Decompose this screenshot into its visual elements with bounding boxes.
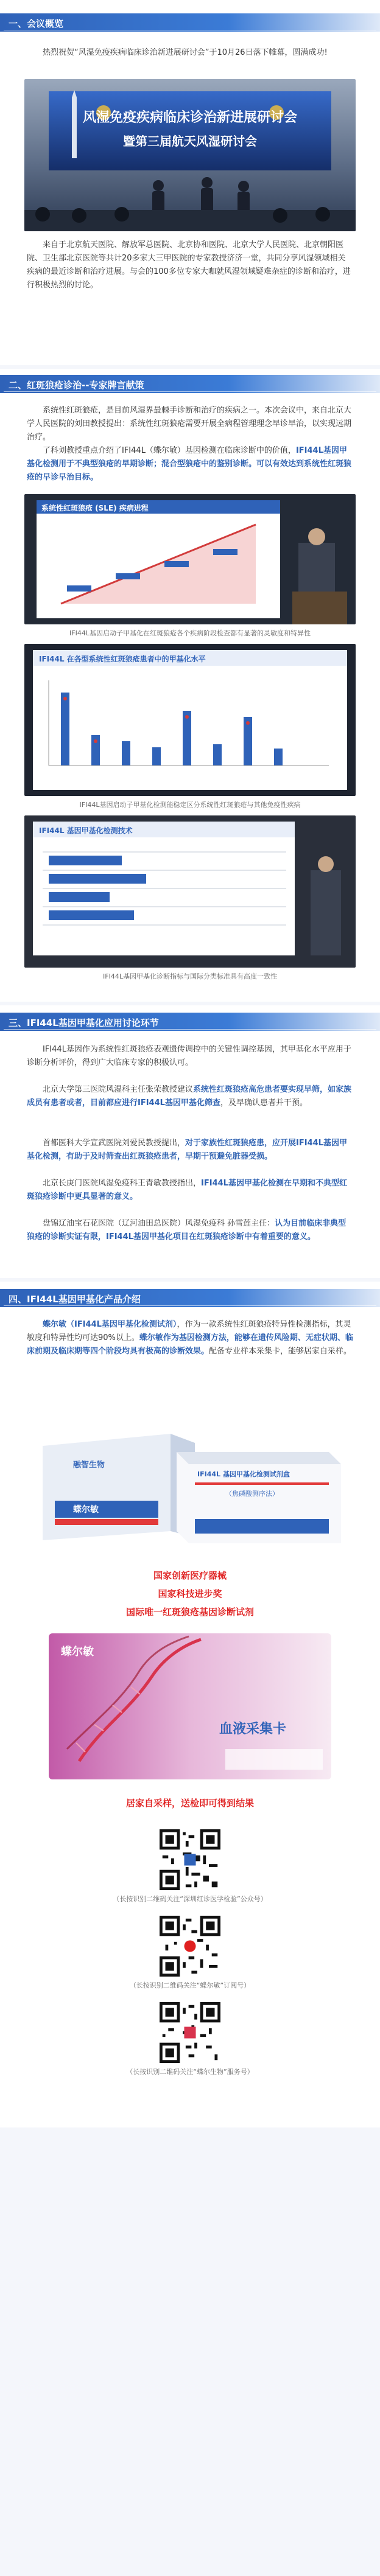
banner-title: 风湿免疫疾病临床诊治新进展研讨会 bbox=[82, 110, 297, 125]
slide-caption-3: IFI44L基因甲基化诊断指标与国际分类标准具有高度一致性 bbox=[103, 972, 277, 980]
product-paragraph: 蝶尔敏（IFI44L基因甲基化检测试剂），作为一款系统性红斑狼疮特异性检测指标，其灵敏度和特异性均可达90%以上。蝶尔敏作为基因检测方法，能够在遗传风险期、无症状期、临床前期及临床期等四个阶段均具有极高的诊断效果。配备专业样本采集卡，能够居家自采样。 bbox=[27, 1320, 353, 1356]
discussion-paragraph-4: 北京长庚门医院风湿免疫科王青敏教授指出，IFI44L基因甲基化检测在早期和不典型红斑狼疮诊断中更具显著的意义。 bbox=[27, 1179, 347, 1201]
box2-title-label: IFI44L 基因甲基化检测试剂盒 bbox=[197, 1470, 290, 1478]
slide-photo-3 bbox=[24, 815, 356, 968]
qr-caption-1: （长按识别二维码关注“深圳红诊医学检验”公众号） bbox=[113, 1895, 267, 1903]
qr-code-1-icon[interactable] bbox=[160, 1829, 220, 1890]
discussion-paragraph-5: 盘锦辽油宝石花医院（辽河油田总医院）风湿免疫科 孙雪莲主任：认为目前临床非典型狼疮的诊断实证有限，IFI44L基因甲基化项目在红斑狼疮诊断中有着重要的意义。 bbox=[27, 1219, 347, 1241]
qr-code-2-icon[interactable] bbox=[160, 1916, 220, 1977]
qr-caption-3: （长按识别二维码关注“蝶尔生物”服务号） bbox=[126, 2068, 254, 2076]
section-header bbox=[0, 13, 380, 32]
product-boxes-graphic bbox=[24, 1409, 356, 1555]
section-title: 一、会议概览 bbox=[9, 18, 64, 29]
card-title-label: 血液采集卡 bbox=[219, 1722, 287, 1737]
slide-title-1: 系统性红斑狼疮 (SLE) 疾病进程 bbox=[41, 504, 149, 512]
attendees-paragraph: 来自于北京航天医院、解放军总医院、北京协和医院、北京大学人民医院、北京朝阳医院、卫生部北京医院等共计20多家大三甲医院的专家教授济济一堂，共同分享风湿领域相关疾病的最近诊断和治疗进展。与会的100多位专家大咖就风湿领域疑难杂症的诊断和治疗，进行积极热烈的讨论。 bbox=[27, 240, 351, 290]
lupus-detail-paragraph: 了科刘教授重点介绍了IFI44L（蝶尔敏）基因检测在临床诊断中的价值，IFI44L基因甲基化检测用于不典型狼疮的早期诊断；混合型狼疮中的鉴别诊断。可以有效达到系统性红斑狼疮的早诊早治目标。 bbox=[27, 446, 352, 482]
lupus-intro-paragraph: 系统性红斑狼疮，是目前风湿界最棘手诊断和治疗的疾病之一。本次会议中，来自北京大学人民医院的刘田教授提出：系统性红斑狼疮需要开展全病程管理理念早诊早治，以实现远期治疗。 bbox=[27, 406, 352, 442]
product-boxes-image bbox=[24, 1409, 356, 1555]
home-sampling-slogan: 居家自采样，送检即可得到结果 bbox=[125, 1798, 254, 1809]
conference-photo bbox=[24, 79, 356, 231]
discussion-paragraph-3: 首都医科大学宣武医院刘爱民教授提出，对于家族性红斑狼疮患，应开展IFI44L基因甲基化检测，有助于及时筛查出红斑狼疮患者，早期干预避免脏器受损。 bbox=[27, 1139, 347, 1161]
card-brand-label: 蝶尔敏 bbox=[61, 1646, 94, 1658]
discussion-paragraph-2: 北京大学第三医院风湿科主任张荣教授建议系统性红斑狼疮高危患者要实现早筛，如家族成员有患者或者，目前都应进行IFI44L基因甲基化筛查，及早确认患者并干预。 bbox=[27, 1085, 352, 1108]
header-divider bbox=[4, 1029, 376, 1030]
box1-brand-label: 蝶尔敏 bbox=[73, 1505, 99, 1515]
conference-photo-graphic bbox=[24, 79, 356, 231]
slide-title-2: IFI44L 在各型系统性红斑狼疮患者中的甲基化水平 bbox=[39, 655, 206, 663]
section-title: 二、红斑狼疮诊治--专家牌言献策 bbox=[9, 380, 144, 391]
award-science-progress: 国家科技进步奖 bbox=[158, 1588, 222, 1599]
box2-subtitle-label: （焦磷酸测序法） bbox=[225, 1490, 279, 1498]
box1-company-label: 融智生物 bbox=[73, 1461, 105, 1470]
header-divider bbox=[4, 1305, 376, 1306]
blood-collection-card-image bbox=[43, 1627, 337, 1785]
slide-photo-1 bbox=[24, 494, 356, 624]
intro-paragraph: 热烈祝贺“风湿免疫疾病临床诊治新进展研讨会”于10月26日落下帷幕，圆满成功! bbox=[43, 48, 328, 57]
qr-caption-2: （长按识别二维码关注“蝶尔敏”订阅号） bbox=[129, 1981, 251, 1989]
footer-spacer bbox=[0, 2127, 380, 2576]
slide-graphic-3 bbox=[24, 815, 356, 968]
slide-graphic-2 bbox=[24, 644, 356, 796]
award-innovative-device: 国家创新医疗器械 bbox=[153, 1570, 227, 1581]
slide-caption-1: IFI44L基因启动子甲基化在红斑狼疮各个疾病阶段检查都有显著的灵敏度和特异性 bbox=[69, 629, 311, 637]
section-overview bbox=[0, 0, 380, 365]
section-title: 三、IFI44L基因甲基化应用讨论环节 bbox=[9, 1017, 159, 1028]
slide-photo-2 bbox=[24, 644, 356, 796]
slide-caption-2: IFI44L基因启动子甲基化检测能稳定区分系统性红斑狼疮与其他免疫性疾病 bbox=[79, 801, 301, 809]
slide-title-3: IFI44L 基因甲基化检测技术 bbox=[39, 826, 133, 835]
slide-graphic-1 bbox=[24, 494, 356, 624]
award-unique-reagent: 国际唯一红斑狼疮基因诊断试剂 bbox=[125, 1607, 254, 1618]
section-header bbox=[0, 1013, 380, 1031]
section-product bbox=[0, 1282, 380, 2127]
section-header bbox=[0, 375, 380, 393]
banner-subtitle: 暨第三届航天风湿研讨会 bbox=[123, 134, 257, 148]
discussion-paragraph-1: IFI44L基因作为系统性红斑狼疮表观遗传调控中的关键性调控基因，其甲基化水平应用于诊断分析评价，得到广大临床专家的积极认可。 bbox=[27, 1045, 351, 1067]
section-header bbox=[0, 1289, 380, 1307]
header-divider bbox=[4, 391, 376, 392]
section-discussion bbox=[0, 1005, 380, 1278]
section-title: 四、IFI44L基因甲基化产品介绍 bbox=[9, 1294, 141, 1305]
qr-code-3-icon[interactable] bbox=[160, 2002, 220, 2063]
section-lupus-diagnosis bbox=[0, 369, 380, 1002]
